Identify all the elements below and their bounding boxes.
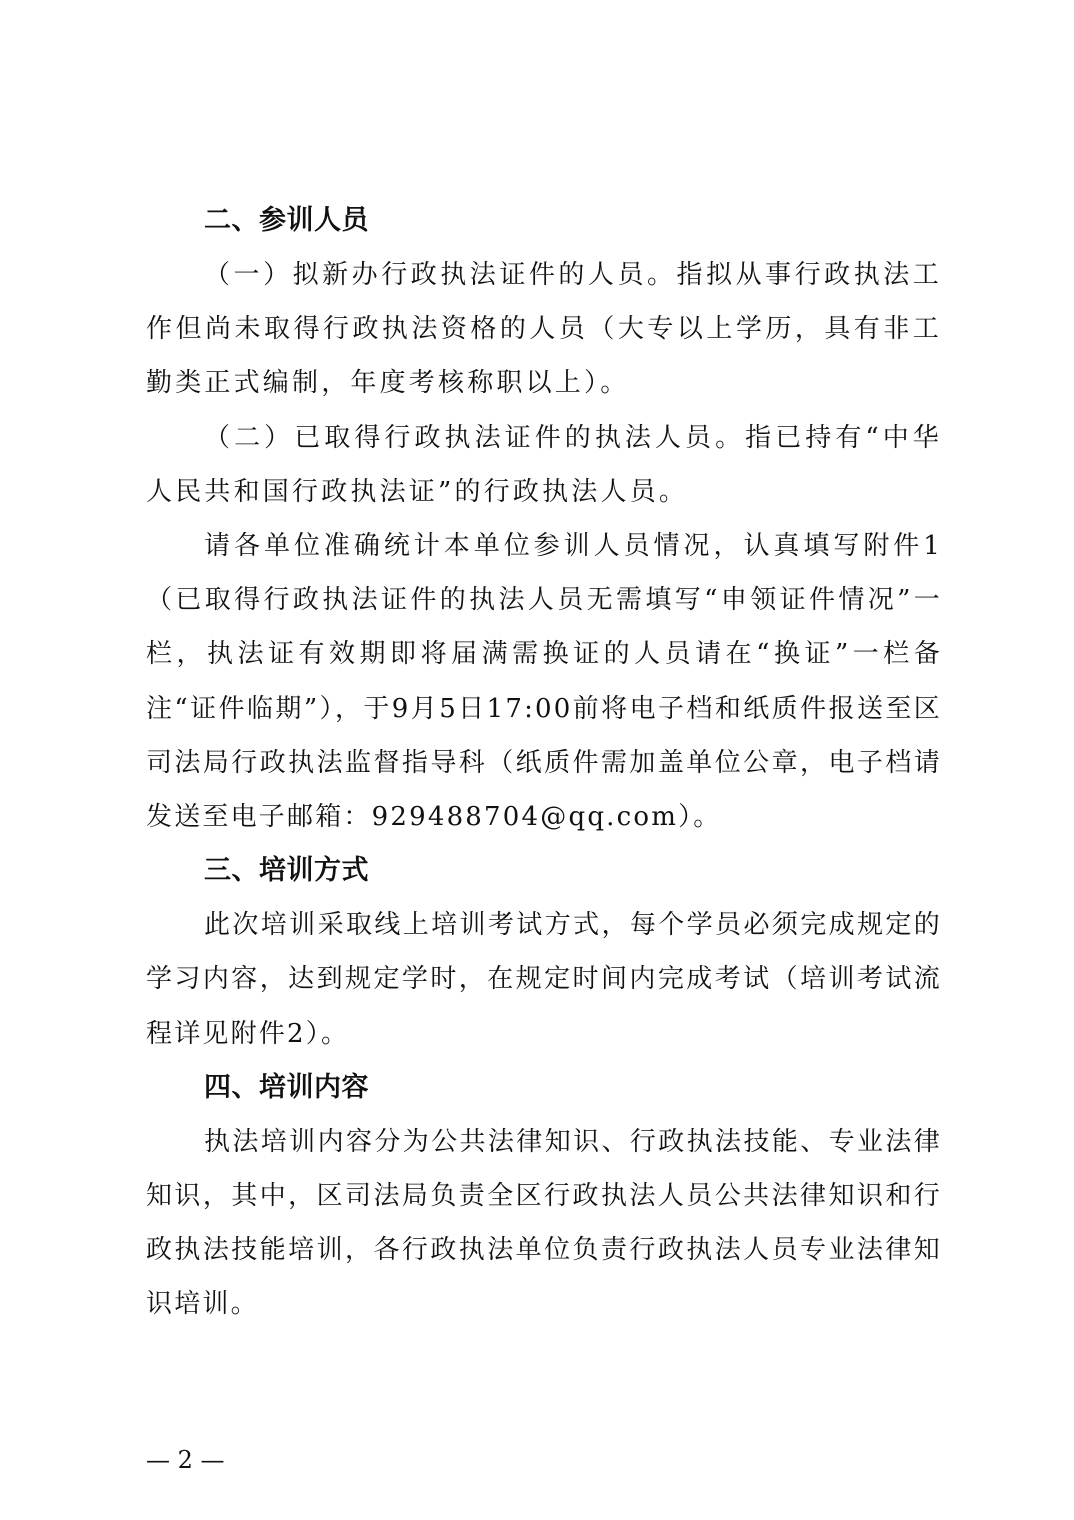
section-heading-content: 四、培训内容 [204, 1071, 369, 1103]
paragraph-existing-certificate-holders: （二）已取得行政执法证件的执法人员。指已持有“中华人民共和国行政执法证”的行政执法人员。 [146, 422, 942, 507]
section-heading-method: 三、培训方式 [204, 855, 369, 887]
paragraph-training-content: 执法培训内容分为公共法律知识、行政执法技能、专业法律知识，其中，区司法局负责全区行政执法人员公共法律知识和行政执法技能培训，各行政执法单位负责行政执法人员专业法律知识培训。 [146, 1126, 942, 1320]
page-number: — 2 — [146, 1446, 225, 1474]
document-page [146, 194, 942, 1332]
paragraph-training-method: 此次培训采取线上培训考试方式，每个学员必须完成规定的学习内容，达到规定学时，在规定时间内完成考试（培训考试流程详见附件2）。 [146, 910, 942, 1049]
paragraph-new-certificate-holders: （一）拟新办行政执法证件的人员。指拟从事行政执法工作但尚未取得行政执法资格的人员（大专以上学历，具有非工勤类正式编制，年度考核称职以上）。 [146, 260, 942, 399]
section-heading-participants: 二、参训人员 [204, 205, 369, 236]
paragraph-registration-instructions: 请各单位准确统计本单位参训人员情况，认真填写附件1（已取得行政执法证件的执法人员无需填写“申领证件情况”一栏，执法证有效期即将届满需换证的人员请在“换证”一栏备注“证件临期”），于9月5日17:00前将电子档和纸质件报送至区司法局行政执法监督指导科（纸质件需加盖单位公章，电子档请发送至电子邮箱：929488704@qq.com）。 [146, 531, 942, 833]
